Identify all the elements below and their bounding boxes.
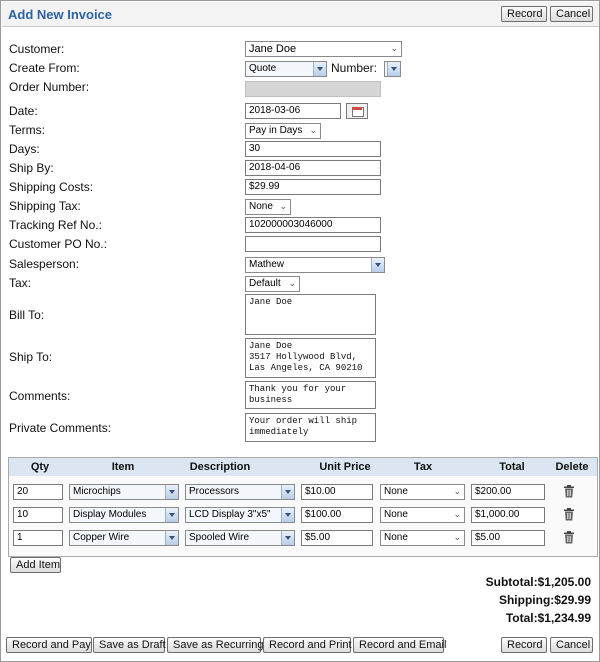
create-from-select[interactable] xyxy=(245,61,327,77)
total-header: Total xyxy=(499,461,525,473)
private-comments-label: Private Comments: xyxy=(9,421,112,435)
customer-select[interactable] xyxy=(245,41,402,57)
create-from-value: Quote xyxy=(249,63,277,74)
terms-label: Terms: xyxy=(9,123,45,137)
record-and-email-button[interactable]: Record and Email xyxy=(353,637,444,653)
page-title: Add New Invoice xyxy=(8,7,113,22)
chevron-down-icon: ⌄ xyxy=(453,486,461,496)
tax-select[interactable] xyxy=(245,276,300,292)
qty-input[interactable]: 1 xyxy=(13,530,63,546)
item-select[interactable] xyxy=(69,507,179,523)
dropdown-arrow-icon xyxy=(387,62,400,76)
description-select[interactable] xyxy=(185,507,295,523)
calendar-icon xyxy=(352,107,364,117)
date-label: Date: xyxy=(9,104,38,118)
terms-value: Pay in Days xyxy=(249,125,303,136)
row-total-input[interactable]: $1,000.00 xyxy=(471,507,545,523)
dropdown-arrow-icon xyxy=(281,531,294,545)
terms-select[interactable] xyxy=(245,123,321,139)
shipping-costs-input[interactable]: $29.99 xyxy=(245,179,381,195)
salesperson-value: Mathew xyxy=(249,259,285,270)
dropdown-arrow-icon xyxy=(281,485,294,499)
item-select[interactable] xyxy=(69,484,179,500)
ship-to-label: Ship To: xyxy=(9,350,53,364)
customer-po-input[interactable] xyxy=(245,236,381,252)
days-label: Days: xyxy=(9,142,40,156)
item-value: Display Modules xyxy=(73,509,147,520)
description-value: Processors xyxy=(189,486,240,497)
add-item-button[interactable]: Add Item xyxy=(10,557,61,573)
comments-label: Comments: xyxy=(9,389,71,403)
number-label: Number: xyxy=(331,61,378,75)
days-input[interactable]: 30 xyxy=(245,141,381,157)
row-total-input[interactable]: $200.00 xyxy=(471,484,545,500)
chevron-down-icon: ⌄ xyxy=(390,43,398,53)
record-button-bottom[interactable]: Record xyxy=(501,637,547,653)
cancel-button-bottom[interactable]: Cancel xyxy=(550,637,593,653)
description-value: LCD Display 3"x5" xyxy=(189,509,271,520)
description-select[interactable] xyxy=(185,484,295,500)
customer-label: Customer: xyxy=(9,42,65,56)
subtotal: Subtotal:$1,205.00 xyxy=(485,575,591,589)
qty-input[interactable]: 20 xyxy=(13,484,63,500)
dropdown-arrow-icon xyxy=(165,485,178,499)
number-select[interactable] xyxy=(384,61,401,77)
items-table xyxy=(8,457,598,557)
order-number-label: Order Number: xyxy=(9,80,90,94)
private-comments-textarea[interactable]: Your order will ship immediately xyxy=(245,413,376,442)
row-total-input[interactable]: $5.00 xyxy=(471,530,545,546)
dropdown-arrow-icon xyxy=(165,508,178,522)
salesperson-select[interactable] xyxy=(245,257,385,273)
shipping-tax-label: Shipping Tax: xyxy=(9,199,81,213)
unit-price-header: Unit Price xyxy=(319,461,371,473)
item-value: Microchips xyxy=(73,486,121,497)
row-tax-select[interactable] xyxy=(380,507,465,523)
grand-total: Total:$1,234.99 xyxy=(505,611,591,625)
description-header: Description xyxy=(189,461,251,473)
item-value: Copper Wire xyxy=(73,532,130,543)
item-header: Item xyxy=(111,461,135,473)
trash-icon[interactable] xyxy=(564,485,574,497)
record-button-top[interactable]: Record xyxy=(501,6,547,22)
trash-icon[interactable] xyxy=(564,508,574,520)
dropdown-arrow-icon xyxy=(313,62,326,76)
customer-po-label: Customer PO No.: xyxy=(9,237,108,251)
tracking-ref-label: Tracking Ref No.: xyxy=(9,218,102,232)
save-as-draft-button[interactable]: Save as Draft xyxy=(93,637,165,653)
comments-textarea[interactable]: Thank you for your business xyxy=(245,381,376,409)
qty-header: Qty xyxy=(30,461,50,473)
bill-to-label: Bill To: xyxy=(9,308,45,322)
customer-value: Jane Doe xyxy=(249,43,297,55)
tax-value: Default xyxy=(249,278,281,289)
shipping-total: Shipping:$29.99 xyxy=(498,593,591,607)
shipping-costs-label: Shipping Costs: xyxy=(9,180,94,194)
chevron-down-icon: ⌄ xyxy=(288,278,296,288)
order-number-input xyxy=(245,81,381,97)
ship-to-textarea[interactable]: Jane Doe 3517 Hollywood Blvd, Las Angeles, CA 90210 xyxy=(245,338,376,378)
chevron-down-icon: ⌄ xyxy=(453,532,461,542)
shipping-tax-select[interactable] xyxy=(245,199,291,215)
chevron-down-icon: ⌄ xyxy=(309,125,317,135)
unit-price-input[interactable]: $10.00 xyxy=(301,484,373,500)
trash-icon[interactable] xyxy=(564,531,574,543)
record-and-print-button[interactable]: Record and Print xyxy=(263,637,351,653)
salesperson-label: Salesperson: xyxy=(9,257,80,271)
tax-label: Tax: xyxy=(9,276,32,290)
chevron-down-icon: ⌄ xyxy=(279,201,287,211)
save-as-recurring-button[interactable]: Save as Recurring xyxy=(167,637,261,653)
items-table-header xyxy=(9,458,597,476)
item-select[interactable] xyxy=(69,530,179,546)
row-tax-value: None xyxy=(384,509,408,520)
unit-price-input[interactable]: $100.00 xyxy=(301,507,373,523)
row-tax-select[interactable] xyxy=(380,484,465,500)
date-input[interactable]: 2018-03-06 xyxy=(245,103,341,119)
ship-by-label: Ship By: xyxy=(9,161,54,175)
tax-header: Tax xyxy=(413,461,433,473)
record-and-pay-button[interactable]: Record and Pay xyxy=(6,637,92,653)
row-tax-value: None xyxy=(384,532,408,543)
description-value: Spooled Wire xyxy=(189,532,250,543)
delete-header: Delete xyxy=(555,461,589,473)
bill-to-textarea[interactable]: Jane Doe xyxy=(245,294,376,335)
ship-by-input[interactable]: 2018-04-06 xyxy=(245,160,381,176)
qty-input[interactable]: 10 xyxy=(13,507,63,523)
create-from-label: Create From: xyxy=(9,61,80,75)
description-select[interactable] xyxy=(185,530,295,546)
dropdown-arrow-icon xyxy=(281,508,294,522)
unit-price-input[interactable]: $5.00 xyxy=(301,530,373,546)
dropdown-arrow-icon xyxy=(165,531,178,545)
tracking-ref-input[interactable]: 102000003046000 xyxy=(245,217,381,233)
dropdown-arrow-icon xyxy=(371,258,384,272)
cancel-button-top[interactable]: Cancel xyxy=(550,6,593,22)
shipping-tax-value: None xyxy=(249,201,273,212)
calendar-button[interactable] xyxy=(346,103,368,119)
row-tax-value: None xyxy=(384,486,408,497)
row-tax-select[interactable] xyxy=(380,530,465,546)
chevron-down-icon: ⌄ xyxy=(453,509,461,519)
